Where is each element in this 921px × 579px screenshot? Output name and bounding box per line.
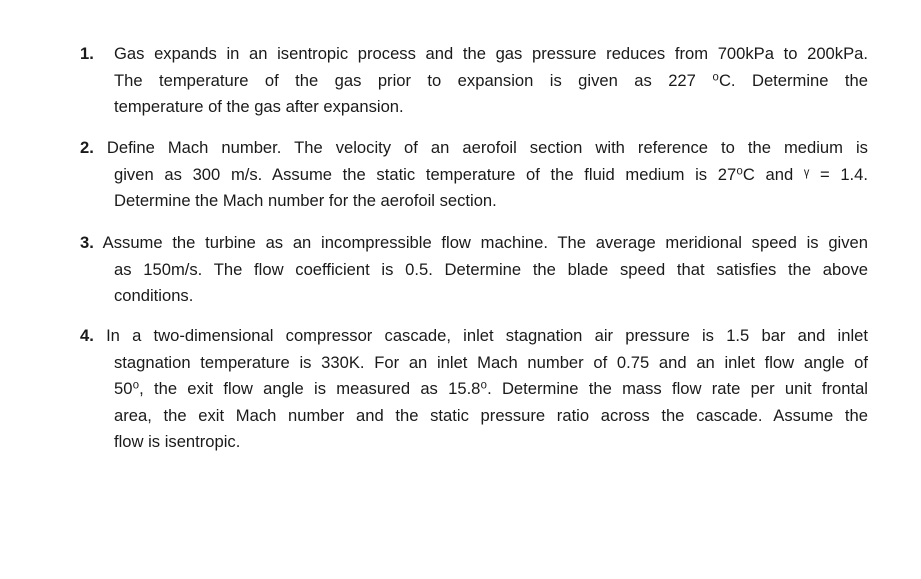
question-4 bbox=[80, 323, 868, 456]
question-2 bbox=[80, 135, 868, 215]
question-4-text-line-1: In a two-dimensional compressor cascade, inlet stagnation air pressure is 1.5 bar and inlet bbox=[106, 326, 868, 345]
question-2-line-3: Determine the Mach number for the aerofoil section. bbox=[114, 191, 497, 210]
question-3-number: 3. bbox=[80, 233, 94, 252]
question-4-line-5: flow is isentropic. bbox=[114, 432, 241, 451]
question-3-text-line-1: Assume the turbine as an incompressible flow machine. The average meridional speed is given bbox=[102, 233, 868, 252]
question-1-line-1 bbox=[80, 41, 868, 68]
question-3-line-1 bbox=[80, 230, 868, 257]
question-3 bbox=[80, 230, 868, 310]
question-4-line-1 bbox=[80, 323, 868, 350]
question-1-number: 1. bbox=[80, 44, 94, 63]
question-1-line-3: temperature of the gas after expansion. bbox=[114, 97, 404, 116]
question-3-line-3: conditions. bbox=[114, 286, 194, 305]
question-2-number: 2. bbox=[80, 138, 94, 157]
question-1-line-2: The temperature of the gas prior to expansion is given as 227 ⁰C. Determine the bbox=[114, 70, 868, 90]
question-4-line-3: 50⁰, the exit flow angle is measured as 15.8⁰. Determine the mass flow rate per unit frontal bbox=[114, 379, 868, 398]
question-2-text-line-1: Define Mach number. The velocity of an aerofoil section with reference to the medium is bbox=[106, 138, 868, 157]
question-1 bbox=[80, 41, 868, 121]
question-4-number: 4. bbox=[80, 326, 94, 345]
question-3-line-2: as 150m/s. The flow coefficient is 0.5. Determine the blade speed that satisfies the above bbox=[114, 259, 868, 279]
question-4-line-4: area, the exit Mach number and the static pressure ratio across the cascade. Assume the bbox=[114, 405, 868, 425]
question-4-line-2: stagnation temperature is 330K. For an inlet Mach number of 0.75 and an inlet flow angle of bbox=[114, 352, 868, 372]
question-1-text-line-1: Gas expands in an isentropic process and the gas pressure reduces from 700kPa to 200kPa. bbox=[114, 44, 868, 63]
question-2-line-2: given as 300 m/s. Assume the static temperature of the fluid medium is 27⁰C and ᵞ = 1.4. bbox=[114, 164, 868, 184]
question-2-line-1 bbox=[80, 135, 868, 162]
